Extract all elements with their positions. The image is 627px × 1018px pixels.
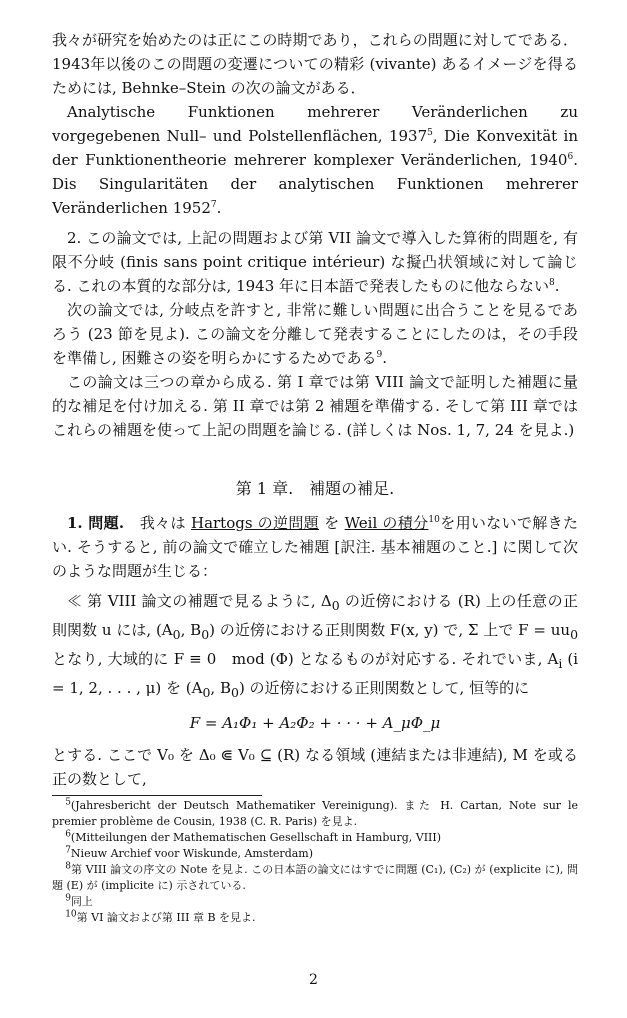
problem-paragraph: 1. 問題. 我々は Hartogs の逆問題 を Weil の積分$^{10}$を用いないで解きたい. そうすると, 前の論文で確立した補題 [訳注. 基本補題のこと.] に関して次のような問題が生じる： <box>52 514 578 580</box>
footnotes <box>52 798 578 926</box>
footnote-10: $^{10}$第 VI 論文および第 III 章 B を見よ. <box>65 909 256 924</box>
footnote-mark-7: 7 <box>210 200 217 210</box>
footnote-5: $^5$(Jahresbericht der Deutsch Mathematiker Vereinigung). また H. Cartan, Note sur le premier problème de Cousin, 1938 (C. R. Paris) を見よ. <box>52 797 578 828</box>
ref-1940: , Die Konvexität in der Funktionentheorie mehrerer komplexer Veränderlichen, 1940 <box>52 127 578 169</box>
footnote-mark-8: 8 <box>549 278 555 288</box>
lemma-paragraph: ≪ 第 VIII 論文の補題で見るように, $\Delta_0$ の近傍における (R) 上の任意の正則関数 u には, ($A_0$, $B_0$) の近傍における正則関数 F(x, y) で, Σ 上で $F = uu_0$ となり, 大域的に F ≡ 0 mod (Φ) となるものが対応する. それでいま, $A_i$ (i = 1, 2, . . . , μ) を ($A_0$, $B_0$) の近傍における正則関数として, 恒等的に <box>52 592 579 700</box>
footnote-mark-5: 5 <box>427 128 433 138</box>
footnote-7: $^7$Nieuw Archief voor Wiskunde, Amsterdam) <box>65 845 314 860</box>
problem-heading: 1. 問題. <box>67 514 125 532</box>
page-number: 2 <box>309 972 318 988</box>
ref-1937: Analytische Funktionen mehrerer Veränderlichen zu vorgegebenen Null– und Polstellenflächen, 1937 <box>52 103 578 145</box>
footnote-8: $^8$第 VIII 論文の序文の Note を見よ. この日本語の論文にはすでに問題 (C₁), (C₂) が (explicite に), 問題 (E) が (implicite に) 示されている. <box>52 861 578 892</box>
footnote-mark-10: 10 <box>428 515 440 525</box>
footnote-divider <box>52 795 262 796</box>
page-body <box>52 28 578 926</box>
display-equation: F = A₁Φ₁ + A₂Φ₂ + · · · + A_μΦ_μ <box>189 714 441 732</box>
structure-paragraph: この論文は三つの章から成る. 第 I 章では第 VIII 論文で証明した補題に量的な補足を付け加える. 第 II 章では第 2 補題を準備する. そして第 III 章ではこれらの補題を使って上記の問題を論じる. (詳しくは Nos. 1, 7, 24 を見よ.) <box>52 373 578 439</box>
footnote-6: $^6$(Mitteilungen der Mathematischen Gesellschaft in Hamburg, VIII) <box>65 829 442 844</box>
ref-1952: . Dis Singularitäten der analytischen Funktionen mehrerer Veränderlichen 1952 <box>52 151 578 217</box>
footnote-mark-9: 9 <box>376 350 383 360</box>
hartogs-inverse-problem: Hartogs の逆問題 <box>190 514 320 532</box>
weil-integral: Weil の積分 <box>344 514 429 532</box>
section-2-paragraph: 2. この論文では, 上記の問題および第 VII 論文で導入した算術的問題を, 有限不分岐 (finis sans point critique intérieur) な擬凸状領域に対して論じる. これの本質的な部分は, 1943 年に日本語で発表したものに他ならない$^8$. <box>52 229 578 295</box>
domain-paragraph: とする. ここで V₀ を Δ₀ ⋐ V₀ ⊆ (R) なる領域 (連結または非連結), M を或る正の数として, <box>52 746 578 788</box>
intro-paragraph: 我々が研究を始めたのは正にこの時期であり，これらの問題に対してである．1943年以後のこの問題の変遷についての精彩 (vivante) あるイメージを得るためには, Behnke–Stein の次の論文がある． <box>52 31 578 97</box>
chapter-title: 第 1 章. 補題の補足. <box>235 479 395 498</box>
footnote-mark-6: 6 <box>567 152 574 162</box>
footnote-9: $^9$同上 <box>65 893 93 908</box>
branch-point-paragraph: 次の論文では, 分岐点を許すと, 非常に難しい問題に出合うことを見るであろう (23 節を見よ). この論文を分離して発表することにしたのは，その手段を準備し, 困難さの姿を明らかにするためである$^9$. <box>52 301 578 367</box>
behnke-stein-references: Analytische Funktionen mehrerer Veränderlichen zu vorgegebenen Null– und Polstellenflächen, 1937$^5$, Die Konvexität in der Funktionentheorie mehrerer komplexer Veränderlichen, 1940$^6$. Dis Singularitäten der analytischen Funktionen mehrerer Veränderlichen 1952$^7$. <box>52 103 578 217</box>
